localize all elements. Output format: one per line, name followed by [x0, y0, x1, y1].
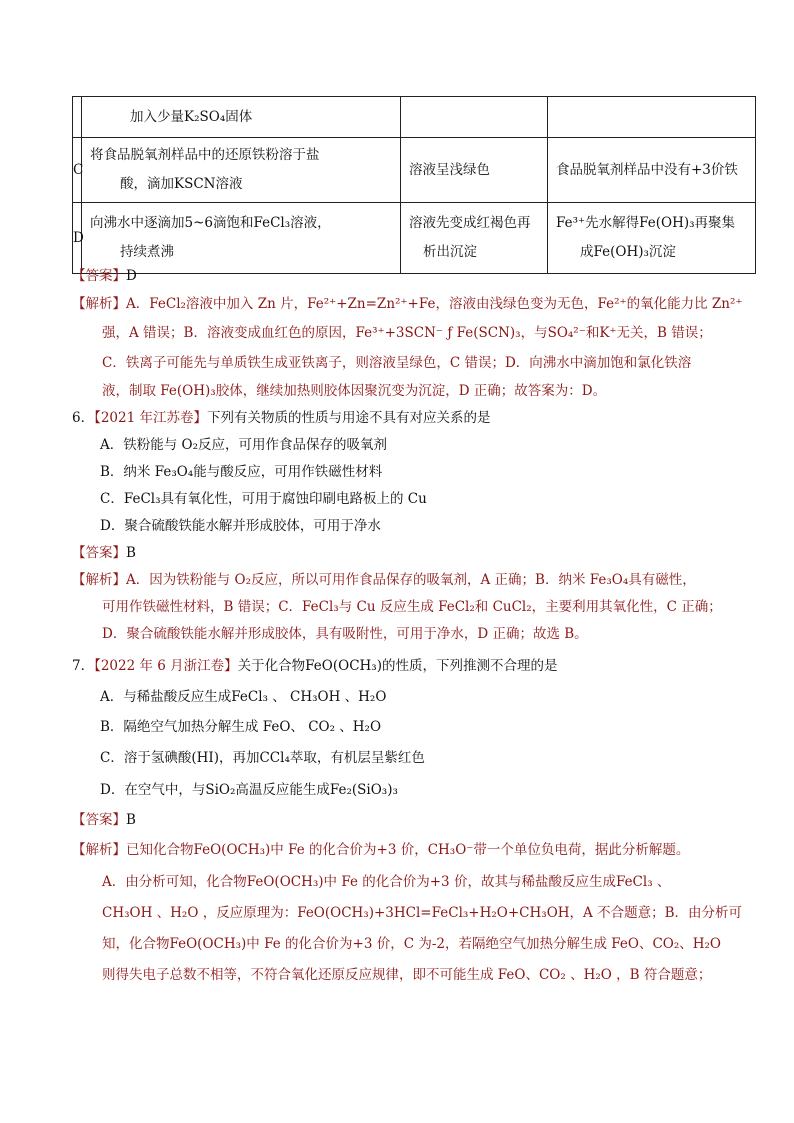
text-line [102, 903, 742, 923]
conclusion-cell [548, 203, 756, 274]
operation-cell [82, 138, 401, 203]
cell-line: 食品脱氧剂样品中没有+3价铁 [556, 161, 738, 178]
table-row [73, 138, 756, 203]
text-run: A．与稀盐酸反应生成FeCl₃ 、 CH₃OH 、H₂O [100, 689, 387, 705]
experiment-table [72, 96, 756, 274]
text-run: 强，A 错误；B．溶液变成血红色的原因，Fe³⁺+3SCN⁻ ƒ Fe(SCN)₃，与SO₄²⁻和K⁺无关，B 错误； [102, 325, 712, 341]
option-cell: C [73, 138, 82, 203]
text-line [102, 872, 670, 892]
option-cell [73, 97, 82, 138]
text-run: B [126, 812, 136, 828]
section-label: 【2021 年江苏卷】 [94, 410, 207, 426]
text-line [100, 489, 427, 509]
text-run: B [126, 545, 136, 561]
section-label: 【答案】 [72, 545, 126, 561]
text-line [72, 266, 137, 286]
section-label: 【答案】 [72, 812, 126, 828]
text-line [100, 516, 381, 536]
text-run: D [126, 268, 137, 284]
conclusion-cell [548, 138, 756, 203]
cell-line: 溶液呈浅绿色 [409, 161, 490, 178]
cell-line: 持续煮沸 [120, 244, 174, 260]
section-label: 【解析】 [72, 572, 126, 588]
text-run: 下列有关物质的性质与用途不具有对应关系的是 [207, 410, 491, 426]
text-line [72, 570, 696, 590]
conclusion-cell [548, 97, 756, 138]
text-run: A．FeCl₂溶液中加入 Zn 片，Fe²⁺+Zn=Zn²⁺+Fe，溶液由浅绿色变为无色，Fe²⁺的氧化能力比 Zn²⁺ [126, 296, 743, 312]
phenomenon-cell [401, 203, 548, 274]
text-run: A．铁粉能与 O₂反应，可用作食品保存的吸氧剂 [100, 437, 388, 453]
cell-line: 成Fe(OH)₃沉淀 [580, 244, 676, 260]
text-run: 知，化合物FeO(OCH₃)中 Fe 的化合价为+3 价，C 为-2，若隔绝空气加热分解生成 FeO、CO₂、H₂O [102, 936, 722, 952]
text-line [72, 840, 689, 860]
text-line [102, 323, 712, 343]
cell-line: 将食品脱氧剂样品中的还原铁粉溶于盐 [90, 147, 320, 163]
text-line [72, 408, 491, 428]
text-run: B．隔绝空气加热分解生成 FeO、 CO₂ 、H₂O [100, 719, 382, 735]
text-run: CH₃OH 、H₂O ，反应原理为：FeO(OCH₃)+3HCl=FeCl₃+H₂O+CH₃OH，A 不合题意；B．由分析可 [102, 905, 742, 921]
option-cell: D [73, 203, 82, 274]
text-line [72, 656, 557, 676]
text-run: D．在空气中，与SiO₂高温反应能生成Fe₂(SiO₃)₃ [100, 782, 398, 798]
text-line [102, 381, 606, 401]
cell-line: 加入少量K₂SO₄固体 [130, 108, 253, 125]
text-run: A．由分析可知，化合物FeO(OCH₃)中 Fe 的化合价为+3 价，故其与稀盐酸反应生成FeCl₃ 、 [102, 874, 671, 890]
cell-line: 析出沉淀 [423, 244, 477, 260]
text-run: 已知化合物FeO(OCH₃)中 Fe 的化合价为+3 价，CH₃O⁻带一个单位负电荷，据此分析解题。 [126, 842, 690, 858]
text-line [102, 597, 722, 617]
text-line [102, 934, 721, 954]
text-run: 关于化合物FeO(OCH₃)的性质，下列推测不合理的是 [237, 658, 558, 674]
phenomenon-cell [401, 97, 548, 138]
text-line [102, 965, 711, 985]
section-label: 【答案】 [72, 268, 126, 284]
text-run: C．FeCl₃具有氧化性，可用于腐蚀印刷电路板上的 Cu [100, 491, 427, 507]
text-run: 6． [72, 410, 95, 426]
text-run: D．聚合硫酸铁能水解并形成胶体，可用于净水 [100, 518, 381, 534]
section-label: 【解析】 [72, 842, 126, 858]
cell-line: 溶液先变成红褐色再 [409, 215, 531, 231]
cell-line: 向沸水中逐滴加5~6滴饱和FeCl₃溶液， [90, 215, 331, 231]
text-run: C．溶于氢碘酸(HI)，再加CCl₄萃取，有机层呈紫红色 [100, 750, 425, 766]
text-line [72, 810, 136, 830]
cell-line: 酸，滴加KSCN溶液 [120, 176, 243, 192]
text-run: B．纳米 Fe₃O₄能与酸反应，可用作铁磁性材料 [100, 464, 383, 480]
section-label: 【2022 年 6 月浙江卷】 [94, 658, 238, 674]
table-row [73, 97, 756, 138]
text-line [100, 687, 386, 707]
text-line [100, 717, 381, 737]
operation-cell [82, 203, 401, 274]
text-run: D．聚合硫酸铁能水解并形成胶体，具有吸附性，可用于净水，D 正确；故选 B。 [102, 626, 588, 642]
text-run: A．因为铁粉能与 O₂反应，所以可用作食品保存的吸氧剂，A 正确；B．纳米 Fe₃O₄具有磁性， [126, 572, 696, 588]
table-row [73, 203, 756, 274]
text-line [100, 462, 382, 482]
text-run: 可用作铁磁性材料，B 错误；C．FeCl₃与 Cu 反应生成 FeCl₂和 CuCl₂，主要利用其氧化性，C 正确； [102, 599, 722, 615]
text-line [102, 624, 588, 644]
text-line [100, 748, 425, 768]
text-run: 7． [72, 658, 95, 674]
text-run: 则得失电子总数不相等，不符合氧化还原反应规律，即不可能生成 FeO、CO₂ 、H₂O ，B 符合题意； [102, 967, 712, 983]
text-line [100, 435, 387, 455]
operation-cell [82, 97, 401, 138]
text-line [102, 353, 691, 373]
text-line [72, 294, 743, 314]
text-line [100, 780, 398, 800]
text-run: 液，制取 Fe(OH)₃胶体，继续加热则胶体因聚沉变为沉淀，D 正确；故答案为：D。 [102, 383, 607, 399]
cell-line: Fe³⁺先水解得Fe(OH)₃再聚集 [556, 215, 736, 231]
section-label: 【解析】 [72, 296, 126, 312]
text-run: C．铁离子可能先与单质铁生成亚铁离子，则溶液呈绿色，C 错误；D．向沸水中滴加饱和氯化铁溶 [102, 355, 692, 371]
text-line [72, 543, 136, 563]
phenomenon-cell [401, 138, 548, 203]
